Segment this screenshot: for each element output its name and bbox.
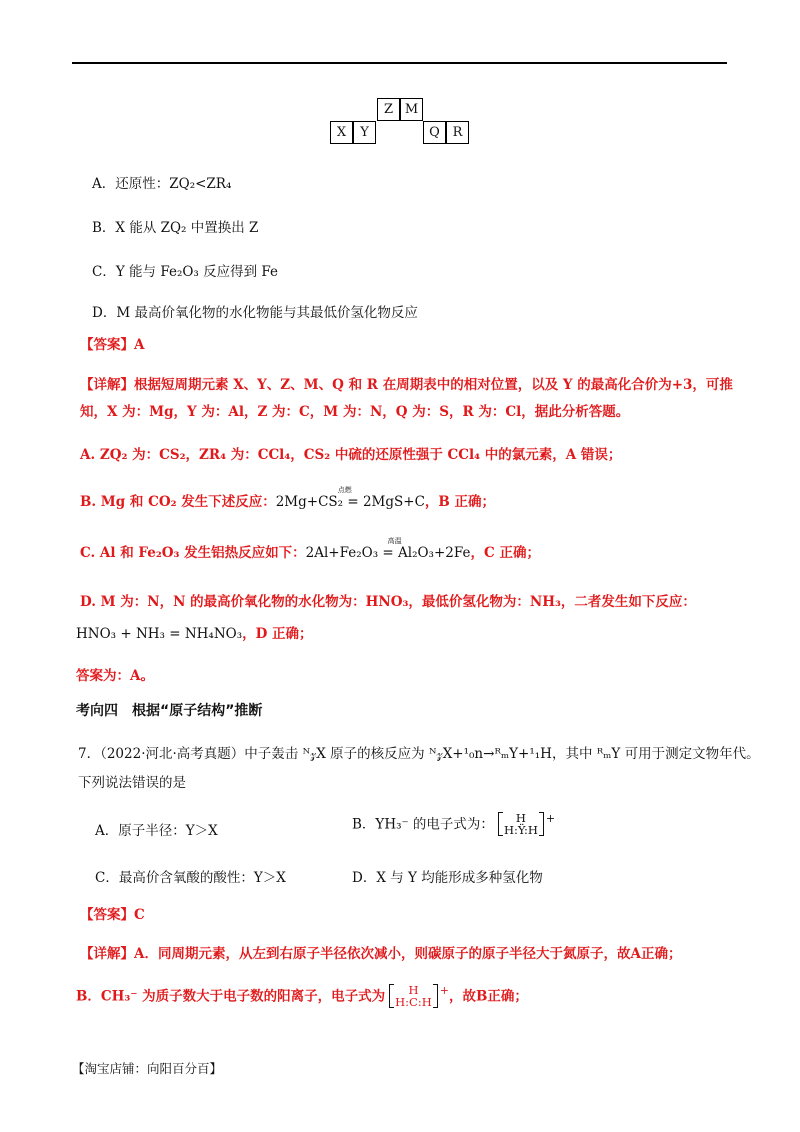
- detail1-b: [80, 486, 496, 510]
- answer2-value: C: [134, 907, 145, 923]
- cell-q: Q: [423, 121, 446, 144]
- detail2-b-pre: B．CH₃⁻ 为质子数大于电子数的阳离子，电子式为: [76, 988, 386, 1005]
- answer-tag: 【答案】: [80, 337, 134, 353]
- detail1-line1: 【详解】根据短周期元素 X、Y、Z、M、Q 和 R 在周期表中的相对位置，以及 Y 的最高化合价为+3，可推: [80, 377, 733, 393]
- detail1-d2-post: ，D 正确；: [242, 626, 313, 642]
- q7-option-c: C．最高价含氧酸的酸性：Y＞X: [95, 870, 286, 886]
- cell-x: X: [330, 121, 353, 144]
- detail2-b-post: ，故B正确；: [448, 988, 528, 1005]
- cond-c: 高温: [387, 537, 402, 545]
- option-b: B．X 能从 ZQ₂ 中置换出 Z: [92, 220, 259, 236]
- option-c: C．Y 能与 Fe₂O₃ 反应得到 Fe: [92, 264, 279, 280]
- detail1-c: [80, 537, 540, 561]
- option-a: A．还原性：ZQ₂<ZR₄: [92, 176, 232, 192]
- option-d: D．M 最高价氧化物的水化物能与其最低价氢化物反应: [92, 305, 418, 321]
- detail1-c-post: ，C 正确；: [470, 545, 540, 561]
- detail1-final: 答案为：A。: [76, 668, 154, 684]
- ef-c-top: H: [408, 983, 419, 997]
- detail1-b-post: ，B 正确；: [424, 494, 496, 510]
- detail1-d1: D. M 为：N，N 的最高价氧化物的水化物为：HNO₃，最低价氢化物为：NH₃，二者发生如下反应：: [80, 594, 696, 610]
- detail1-b-pre: B. Mg 和 CO₂ 发生下述反应：: [80, 494, 276, 510]
- detail1-c-pre: C. Al 和 Fe₂O₃ 发生铝热反应如下：: [80, 545, 306, 561]
- answer2-tag: 【答案】: [80, 907, 134, 923]
- q7-line1: 7．（2022·河北·高考真题）中子轰击 ᴺ𝓏X 原子的核反应为 ᴺ𝓏X+¹₀n→ᴿₘY+¹₁H，其中 ᴿₘY 可用于测定文物年代。: [78, 746, 760, 762]
- detail1-d2: [76, 622, 313, 642]
- equation-c-text: 2Al+Fe₂O₃ = Al₂O₃+2Fe: [305, 545, 471, 561]
- ef-b-mid: H:Ÿ:H: [503, 823, 538, 837]
- ef-b-top: H: [515, 811, 526, 825]
- cell-y: Y: [353, 121, 376, 144]
- q7-option-b-pre: B．YH₃⁻ 的电子式为：: [352, 816, 494, 833]
- electron-formula-c: [389, 984, 449, 1010]
- cell-r: R: [446, 121, 469, 144]
- equation-b: [275, 486, 425, 510]
- equation-d: HNO₃ + NH₃ = NH₄NO₃: [76, 626, 243, 642]
- detail1-a: A. ZQ₂ 为：CS₂，ZR₄ 为：CCl₄，CS₂ 中硫的还原性强于 CCl₄ 中的氯元素，A 错误；: [80, 447, 622, 463]
- header-rule: [72, 62, 727, 64]
- section-title: 考向四 根据“原子结构”推断: [76, 703, 263, 719]
- electron-formula-b-box: [498, 812, 544, 836]
- equation-c: [305, 537, 471, 561]
- q7-option-a: A．原子半径：Y＞X: [95, 823, 218, 839]
- charge-plus-b: +: [545, 812, 556, 825]
- answer-value: A: [134, 337, 145, 353]
- electron-formula-b: [498, 812, 555, 838]
- ef-c-mid: H:C:H: [395, 995, 432, 1009]
- electron-formula-c-box: [389, 984, 438, 1008]
- answer-1: [80, 333, 144, 353]
- detail2-line1: 【详解】A．同周期元素，从左到右原子半径依次减小，则碳原子的原子半径大于氮原子，故A正确；: [80, 946, 682, 962]
- cell-m: M: [400, 98, 423, 121]
- cell-z: Z: [377, 98, 400, 121]
- charge-plus-c: +: [439, 984, 449, 997]
- footer-shop: 【淘宝店铺：向阳百分百】: [72, 1061, 223, 1076]
- q7-option-d: D．X 与 Y 均能形成多种氢化物: [352, 870, 543, 886]
- detail2-b: [76, 984, 528, 1010]
- q7-line2: 下列说法错误的是: [78, 775, 186, 791]
- answer-2: [80, 903, 145, 923]
- cond-b: 点燃: [337, 486, 352, 494]
- q7-option-b: [352, 812, 555, 838]
- equation-b-text: 2Mg+CS₂ = 2MgS+C: [275, 494, 425, 510]
- detail1-line2: 知，X 为：Mg，Y 为：Al，Z 为：C，M 为：N，Q 为：S，R 为：Cl，据此分析答题。: [80, 404, 630, 420]
